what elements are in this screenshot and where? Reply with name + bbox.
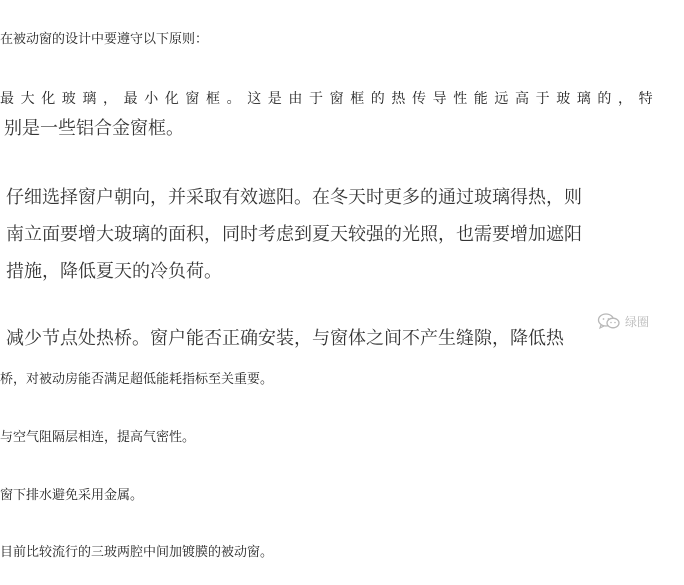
- paragraph-2-line-2: 南立面要增大玻璃的面积，同时考虑到夏天较强的光照，也需要增加遮阳: [6, 224, 582, 245]
- paragraph-3-line-2: 桥，对被动房能否满足超低能耗指标至关重要。: [0, 372, 274, 387]
- watermark: [597, 312, 649, 330]
- paragraph-2-line-1: 仔细选择窗户朝向，并采取有效遮阳。在冬天时更多的通过玻璃得热，则: [6, 187, 582, 208]
- intro-text: 在被动窗的设计中要遵守以下原则：: [0, 32, 209, 47]
- paragraph-2-line-3: 措施，降低夏天的冷负荷。: [6, 261, 222, 282]
- paragraph-3-line-1: 减少节点处热桥。窗户能否正确安装，与窗体之间不产生缝隙，降低热: [6, 328, 564, 349]
- paragraph-1-line-1: 最大化玻璃，最小化窗框。这是由于窗框的热传导性能远高于玻璃的，特: [0, 91, 660, 107]
- paragraph-6: 目前比较流行的三玻两腔中间加镀膜的被动窗。: [0, 545, 274, 560]
- watermark-text: 绿圈: [625, 314, 650, 329]
- wechat-icon: [597, 312, 621, 330]
- paragraph-4: 与空气阻隔层相连，提高气密性。: [0, 430, 196, 445]
- paragraph-5: 窗下排水避免采用金属。: [0, 488, 144, 503]
- paragraph-1-line-2: 别是一些铝合金窗框。: [4, 118, 184, 139]
